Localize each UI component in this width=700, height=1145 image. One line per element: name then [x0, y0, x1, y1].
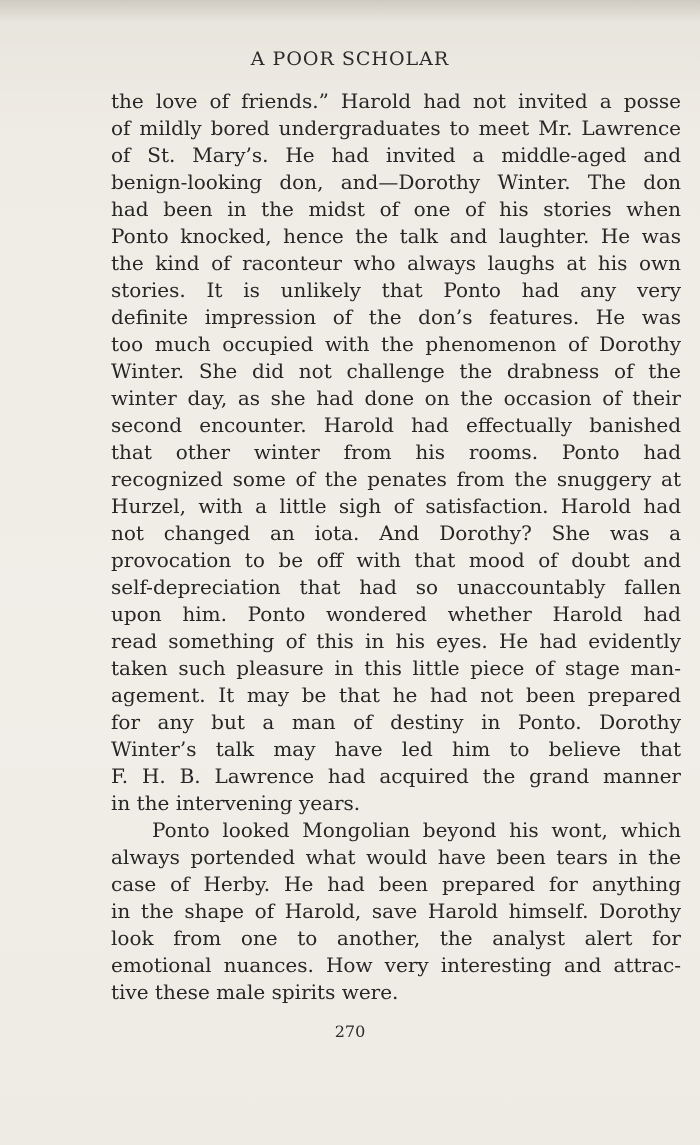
text-line: agement. It may be that he had not been prepared — [111, 683, 681, 707]
text-line: always portended what would have been tears in the — [111, 845, 681, 869]
text-line: in the shape of Harold, save Harold himself. Dorothy — [111, 899, 681, 923]
text-line: upon him. Ponto wondered whether Harold had — [111, 602, 681, 626]
running-head: A POOR SCHOLAR — [250, 48, 450, 70]
text-line: had been in the midst of one of his stories when — [111, 197, 681, 221]
text-line: for any but a man of destiny in Ponto. Dorothy — [111, 710, 681, 734]
text-line: second encounter. Harold had effectually banished — [111, 413, 681, 437]
text-line: not changed an iota. And Dorothy? She was a — [111, 521, 681, 545]
text-line: definite impression of the don’s features. He was — [111, 305, 681, 329]
text-line: too much occupied with the phenomenon of Dorothy — [111, 332, 681, 356]
text-line: provocation to be off with that mood of doubt and — [111, 548, 681, 572]
body-text — [111, 88, 681, 1006]
text-line: the love of friends.” Harold had not invited a posse — [111, 89, 681, 113]
text-line: Winter. She did not challenge the drabness of the — [111, 359, 681, 383]
text-line: benign-looking don, and—Dorothy Winter. The don — [111, 170, 681, 194]
text-line: Ponto knocked, hence the talk and laughter. He was — [111, 224, 681, 248]
paragraph — [111, 817, 681, 1006]
text-line: of mildly bored undergraduates to meet Mr. Lawrence — [111, 116, 681, 140]
text-line: winter day, as she had done on the occasion of their — [111, 386, 681, 410]
text-line: the kind of raconteur who always laughs at his own — [111, 251, 681, 275]
text-line: Ponto looked Mongolian beyond his wont, which — [152, 818, 681, 842]
text-line: F. H. B. Lawrence had acquired the grand manner — [111, 764, 681, 788]
text-line: self-depreciation that had so unaccountably fallen — [111, 575, 681, 599]
text-line: emotional nuances. How very interesting and attrac- — [111, 953, 681, 977]
text-line: read something of this in his eyes. He had evidently — [111, 629, 681, 653]
text-line: that other winter from his rooms. Ponto had — [111, 440, 681, 464]
text-line: of St. Mary’s. He had invited a middle-aged and — [111, 143, 681, 167]
page-top-shading — [0, 0, 700, 22]
text-line: tive these male spirits were. — [111, 980, 399, 1004]
text-line: recognized some of the penates from the snuggery at — [111, 467, 681, 491]
paragraph — [111, 88, 681, 817]
page-number: 270 — [334, 1022, 366, 1041]
text-line: look from one to another, the analyst alert for — [111, 926, 681, 950]
text-line: case of Herby. He had been prepared for anything — [111, 872, 681, 896]
text-line: Hurzel, with a little sigh of satisfaction. Harold had — [111, 494, 681, 518]
text-line: taken such pleasure in this little piece of stage man- — [111, 656, 681, 680]
text-line: Winter’s talk may have led him to believe that — [111, 737, 681, 761]
text-line: in the intervening years. — [111, 791, 361, 815]
text-line: stories. It is unlikely that Ponto had any very — [111, 278, 681, 302]
